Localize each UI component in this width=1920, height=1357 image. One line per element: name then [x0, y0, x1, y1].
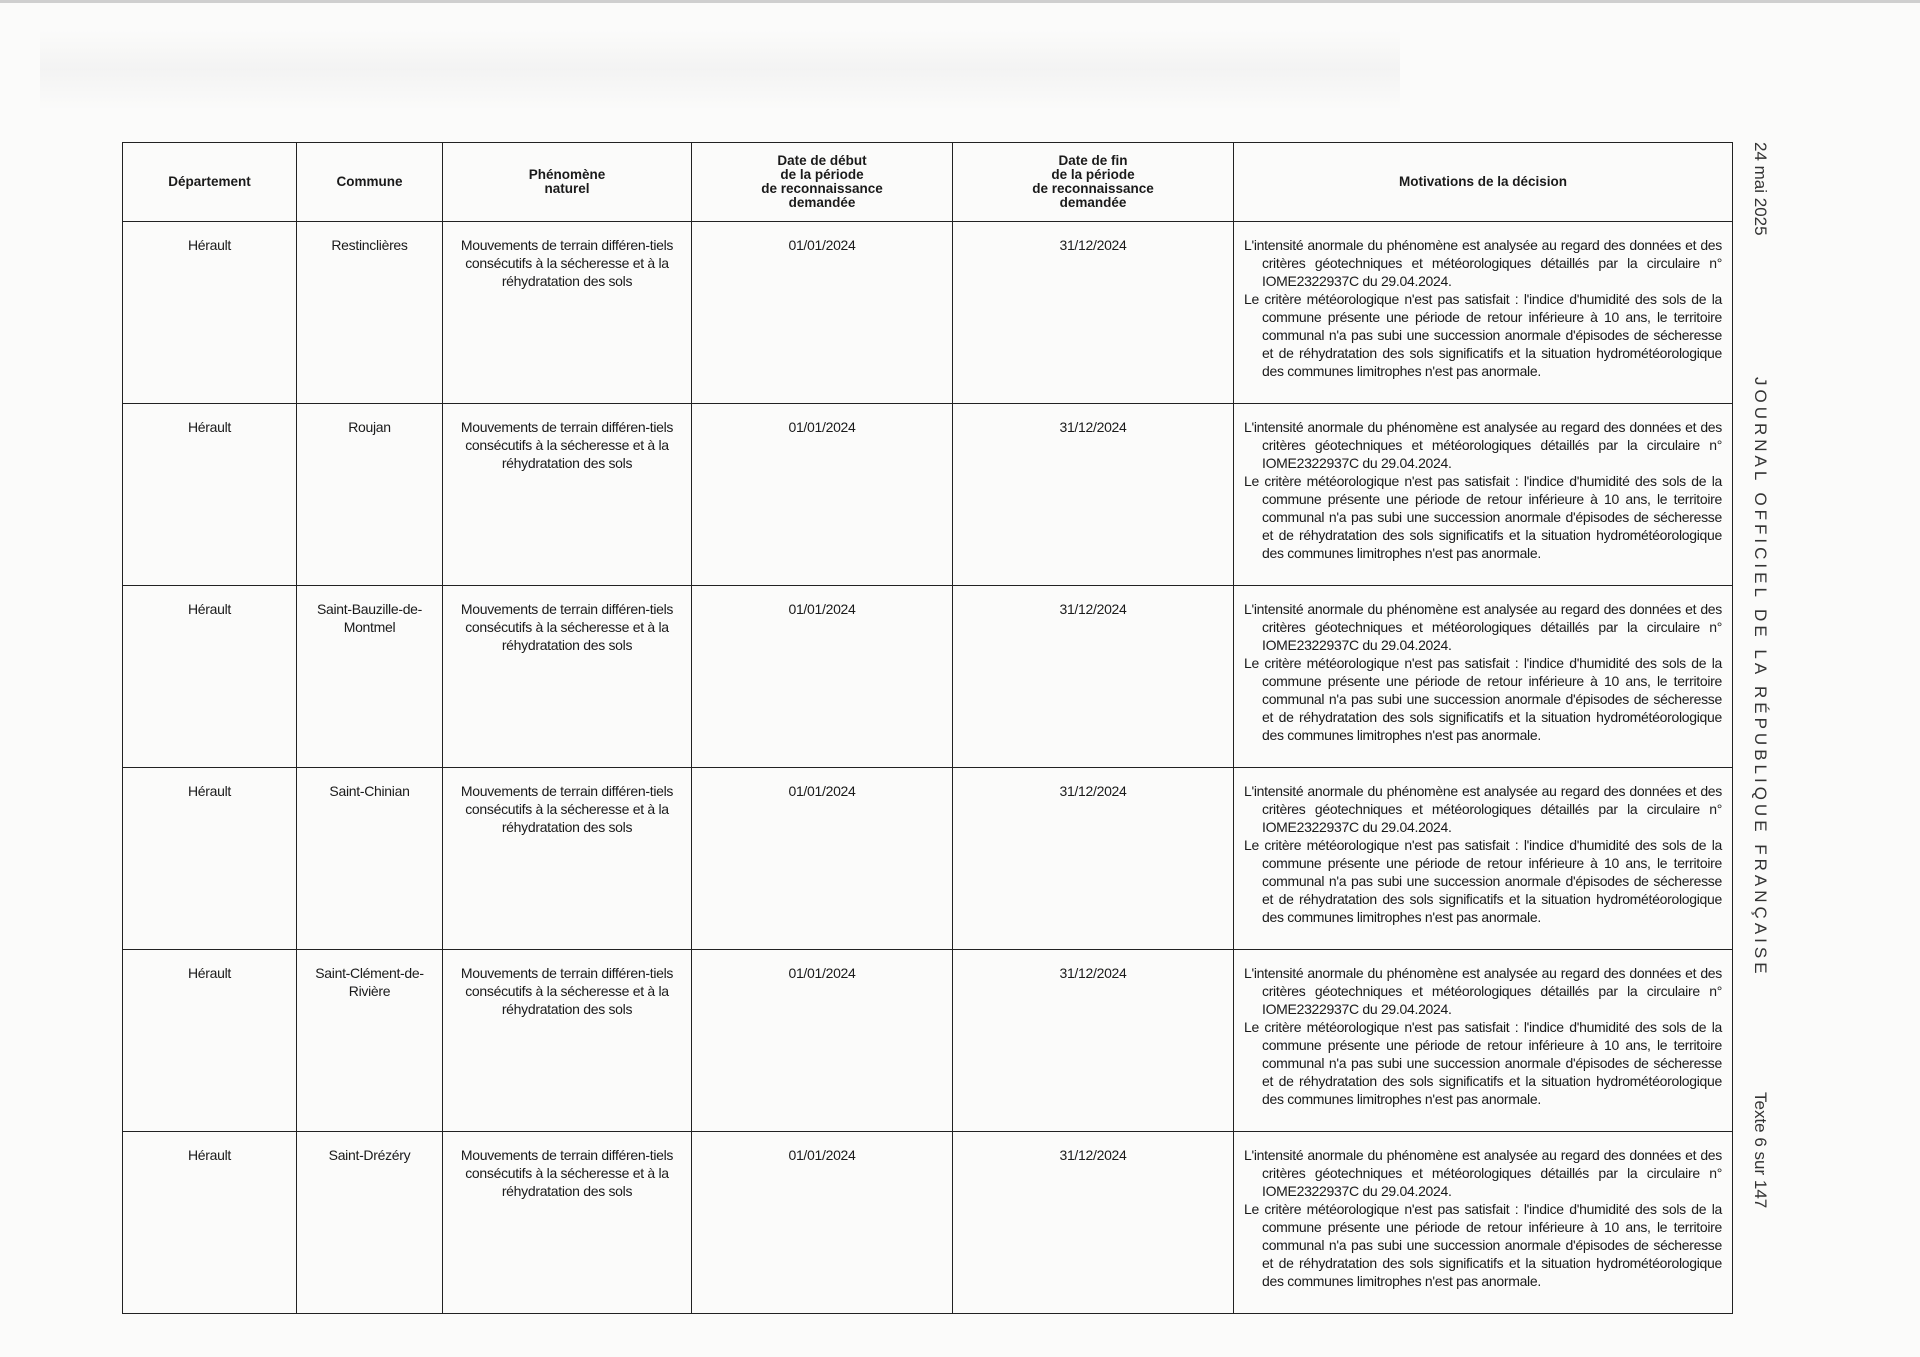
- motivation-paragraph: Le critère météorologique n'est pas satisfait : l'indice d'humidité des sols de la commune présente une période de retour inférieure à 10 ans, le territoire communal n'a pas subi une succession anormale d'épisodes de sécheresse et de réhydratation des sols significatifs et la situation hydrométéorologique des communes limitrophes n'est pas anormale.: [1244, 291, 1722, 379]
- header-date-debut-line: de reconnaissance: [761, 181, 883, 196]
- cell-departement: Hérault: [123, 1132, 297, 1314]
- decision-table: [122, 142, 1733, 1314]
- cell-motivations: [1234, 586, 1733, 768]
- header-date-debut: [692, 143, 953, 222]
- table-row: [123, 404, 1733, 586]
- cell-date-fin: 31/12/2024: [953, 222, 1234, 404]
- cell-date-fin: 31/12/2024: [953, 404, 1234, 586]
- cell-phenomene: Mouvements de terrain différen-tiels consécutifs à la sécheresse et à la réhydratation des sols: [443, 768, 692, 950]
- motivation-paragraph: L'intensité anormale du phénomène est analysée au regard des données et des critères géotechniques et météorologiques détaillés par la circulaire n° IOME2322937C du 29.04.2024.: [1244, 965, 1722, 1017]
- cell-date-debut: 01/01/2024: [692, 950, 953, 1132]
- table-header-row: [123, 143, 1733, 222]
- cell-phenomene: Mouvements de terrain différen-tiels consécutifs à la sécheresse et à la réhydratation des sols: [443, 222, 692, 404]
- cell-motivations: [1234, 404, 1733, 586]
- cell-departement: Hérault: [123, 768, 297, 950]
- header-date-fin-line: Date de fin: [1058, 153, 1128, 168]
- motivation-paragraph: Le critère météorologique n'est pas satisfait : l'indice d'humidité des sols de la commune présente une période de retour inférieure à 10 ans, le territoire communal n'a pas subi une succession anormale d'épisodes de sécheresse et de réhydratation des sols significatifs et la situation hydrométéorologique des communes limitrophes n'est pas anormale.: [1244, 1201, 1722, 1289]
- header-date-fin-line: de la période: [1051, 167, 1135, 182]
- scan-bleed-through: [40, 30, 1400, 110]
- cell-phenomene: Mouvements de terrain différen-tiels consécutifs à la sécheresse et à la réhydratation des sols: [443, 950, 692, 1132]
- cell-date-fin: 31/12/2024: [953, 950, 1234, 1132]
- header-departement: Département: [123, 143, 297, 222]
- table-row: [123, 950, 1733, 1132]
- header-date-fin: [953, 143, 1234, 222]
- cell-phenomene: Mouvements de terrain différen-tiels consécutifs à la sécheresse et à la réhydratation des sols: [443, 404, 692, 586]
- cell-motivations: [1234, 768, 1733, 950]
- motivation-paragraph: Le critère météorologique n'est pas satisfait : l'indice d'humidité des sols de la commune présente une période de retour inférieure à 10 ans, le territoire communal n'a pas subi une succession anormale d'épisodes de sécheresse et de réhydratation des sols significatifs et la situation hydrométéorologique des communes limitrophes n'est pas anormale.: [1244, 837, 1722, 925]
- cell-date-debut: 01/01/2024: [692, 222, 953, 404]
- header-date-fin-line: de reconnaissance: [1032, 181, 1154, 196]
- cell-phenomene: Mouvements de terrain différen-tiels consécutifs à la sécheresse et à la réhydratation des sols: [443, 586, 692, 768]
- header-phenomene-line: Phénomène: [528, 167, 606, 182]
- text-reference: Texte 6 sur 147: [1751, 1092, 1770, 1209]
- motivation-paragraph: Le critère météorologique n'est pas satisfait : l'indice d'humidité des sols de la commune présente une période de retour inférieure à 10 ans, le territoire communal n'a pas subi une succession anormale d'épisodes de sécheresse et de réhydratation des sols significatifs et la situation hydrométéorologique des communes limitrophes n'est pas anormale.: [1244, 473, 1722, 561]
- header-date-debut-line: Date de début: [777, 153, 867, 168]
- cell-date-fin: 31/12/2024: [953, 1132, 1234, 1314]
- motivation-paragraph: L'intensité anormale du phénomène est analysée au regard des données et des critères géotechniques et météorologiques détaillés par la circulaire n° IOME2322937C du 29.04.2024.: [1244, 783, 1722, 835]
- cell-commune: Saint-Drézéry: [297, 1132, 443, 1314]
- cell-date-fin: 31/12/2024: [953, 768, 1234, 950]
- motivation-paragraph: L'intensité anormale du phénomène est analysée au regard des données et des critères géotechniques et météorologiques détaillés par la circulaire n° IOME2322937C du 29.04.2024.: [1244, 419, 1722, 471]
- decision-table-container: [122, 142, 1732, 1314]
- cell-commune: Saint-Bauzille-de-Montmel: [297, 586, 443, 768]
- scan-edge: [0, 0, 1920, 3]
- cell-commune: Saint-Clément-de-Rivière: [297, 950, 443, 1132]
- motivation-paragraph: Le critère météorologique n'est pas satisfait : l'indice d'humidité des sols de la commune présente une période de retour inférieure à 10 ans, le territoire communal n'a pas subi une succession anormale d'épisodes de sécheresse et de réhydratation des sols significatifs et la situation hydrométéorologique des communes limitrophes n'est pas anormale.: [1244, 1019, 1722, 1107]
- cell-date-debut: 01/01/2024: [692, 768, 953, 950]
- cell-motivations: [1234, 222, 1733, 404]
- cell-date-debut: 01/01/2024: [692, 586, 953, 768]
- cell-commune: Restinclières: [297, 222, 443, 404]
- table-row: [123, 768, 1733, 950]
- cell-motivations: [1234, 950, 1733, 1132]
- motivation-paragraph: L'intensité anormale du phénomène est analysée au regard des données et des critères géotechniques et météorologiques détaillés par la circulaire n° IOME2322937C du 29.04.2024.: [1244, 1147, 1722, 1199]
- cell-departement: Hérault: [123, 586, 297, 768]
- table-row: [123, 1132, 1733, 1314]
- page-margin-header: [1751, 142, 1810, 1224]
- cell-motivations: [1234, 1132, 1733, 1314]
- cell-date-debut: 01/01/2024: [692, 1132, 953, 1314]
- table-row: [123, 222, 1733, 404]
- header-commune: Commune: [297, 143, 443, 222]
- cell-departement: Hérault: [123, 404, 297, 586]
- header-phenomene: [443, 143, 692, 222]
- header-date-debut-line: de la période: [780, 167, 864, 182]
- motivation-paragraph: L'intensité anormale du phénomène est analysée au regard des données et des critères géotechniques et météorologiques détaillés par la circulaire n° IOME2322937C du 29.04.2024.: [1244, 601, 1722, 653]
- motivation-paragraph: L'intensité anormale du phénomène est analysée au regard des données et des critères géotechniques et météorologiques détaillés par la circulaire n° IOME2322937C du 29.04.2024.: [1244, 237, 1722, 289]
- publication-date: 24 mai 2025: [1751, 142, 1770, 236]
- header-phenomene-line: naturel: [544, 181, 590, 196]
- cell-departement: Hérault: [123, 950, 297, 1132]
- table-row: [123, 586, 1733, 768]
- cell-phenomene: Mouvements de terrain différen-tiels consécutifs à la sécheresse et à la réhydratation des sols: [443, 1132, 692, 1314]
- header-date-debut-line: demandée: [788, 195, 856, 210]
- cell-departement: Hérault: [123, 222, 297, 404]
- header-date-fin-line: demandée: [1059, 195, 1127, 210]
- cell-date-fin: 31/12/2024: [953, 586, 1234, 768]
- cell-date-debut: 01/01/2024: [692, 404, 953, 586]
- header-motivations: Motivations de la décision: [1234, 143, 1733, 222]
- journal-title: JOURNAL OFFICIEL DE LA RÉPUBLIQUE FRANÇAISE: [1751, 377, 1770, 978]
- cell-commune: Saint-Chinian: [297, 768, 443, 950]
- motivation-paragraph: Le critère météorologique n'est pas satisfait : l'indice d'humidité des sols de la commune présente une période de retour inférieure à 10 ans, le territoire communal n'a pas subi une succession anormale d'épisodes de sécheresse et de réhydratation des sols significatifs et la situation hydrométéorologique des communes limitrophes n'est pas anormale.: [1244, 655, 1722, 743]
- cell-commune: Roujan: [297, 404, 443, 586]
